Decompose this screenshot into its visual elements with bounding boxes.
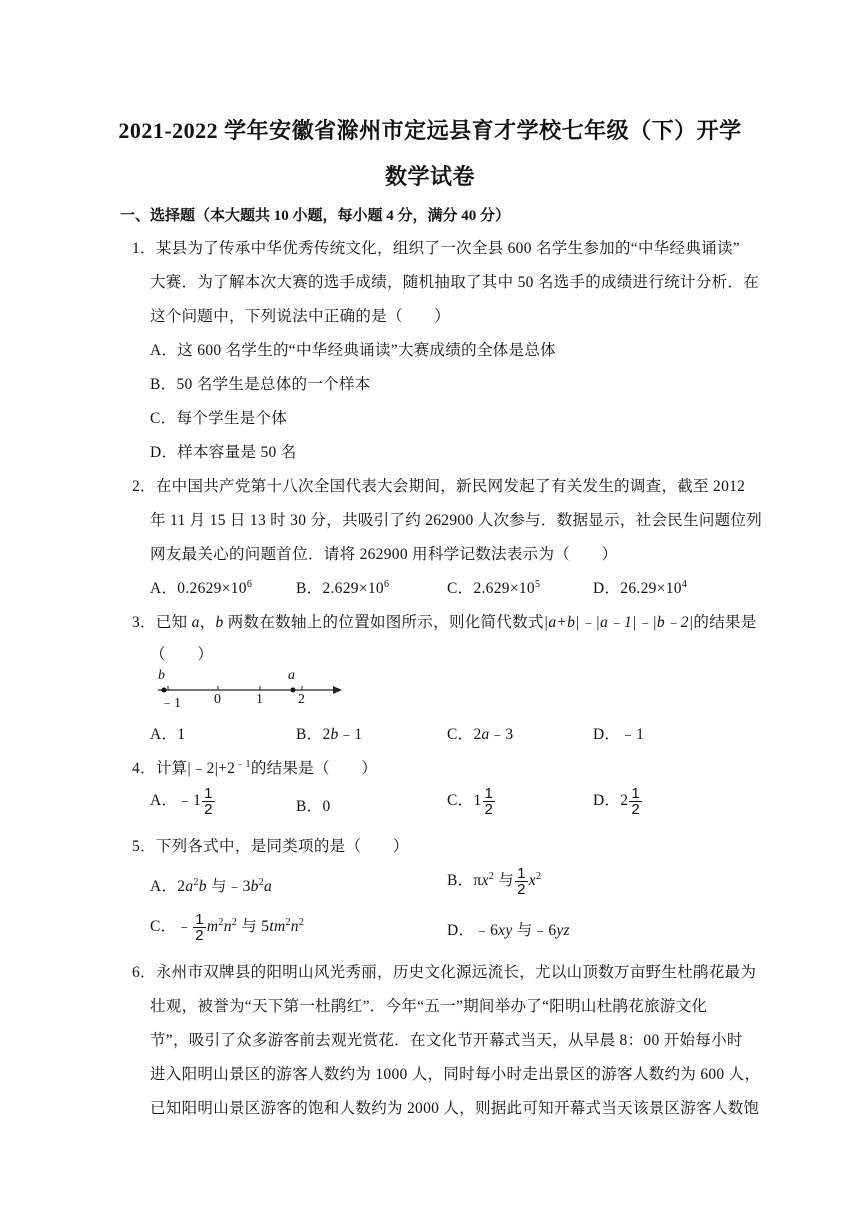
question-text: 节”，吸引了众多游客前去观光赏花．在文化节开幕式当天，从早晨 8：00 开始每小时 — [150, 1032, 743, 1049]
question-text: （ ） — [150, 646, 214, 663]
question-text: 年 11 月 15 日 13 时 30 分，共吸引了约 262900 人次参与．数据显示，社会民生问题位列 — [150, 512, 763, 529]
label-point-b: b — [158, 668, 165, 683]
number-line-arrow — [333, 686, 342, 694]
fraction: $\frac{1}{2}$ — [195, 911, 204, 944]
option-c: C．2a﹣3 — [447, 726, 514, 743]
question-text: 进入阳明山景区的游客人数约为 1000 人，同时每小时走出景区的游客人数约为 600 人， — [150, 1066, 761, 1083]
option-d: D．$26.29\times 10^4$ — [593, 578, 688, 597]
fraction: $\frac{1}{2}$ — [517, 865, 526, 898]
question-text: 已知阳明山景区游客的饱和人数约为 2000 人，则据此可知开幕式当天该景区游客人数饱 — [150, 1100, 760, 1117]
question-text: 4．计算$|﹣2|+2^{﹣1}$的结果是（ ） — [132, 758, 378, 777]
point-a — [291, 688, 296, 693]
question-text: 2．在中国共产党第十八次全国代表大会期间，新民网发起了有关发生的调查，截至 2012 — [132, 478, 746, 495]
tick-label-neg1: ﹣1 — [160, 696, 181, 711]
page-title-line1: 2021-2022 学年安徽省滁州市定远县育才学校七年级（下）开学 — [118, 118, 742, 143]
option-d: D．﹣6xy 与﹣6yz — [447, 922, 570, 939]
option-b: B．2b﹣1 — [296, 726, 363, 743]
question-text: 大赛．为了解本次大赛的选手成绩，随机抽取了其中 50 名选手的成绩进行统计分析．在 — [150, 274, 760, 291]
question-text: 某县为了传承中华优秀传统文化，组织了一次全县 600 名学生参加的“中华经典诵读” — [155, 240, 740, 257]
option-a: A．这 600 名学生的“中华经典诵读”大赛成绩的全体是总体 — [150, 342, 556, 359]
option-d: D．样本容量是 50 名 — [150, 444, 297, 461]
page-title-line2: 数学试卷 — [384, 164, 475, 189]
section-heading: 一、选择题（本大题共 10 小题，每小题 4 分，满分 40 分） — [120, 208, 511, 224]
tick-label-0: 0 — [214, 692, 221, 707]
option-d: D．2 $\frac{1}{2}$ — [593, 785, 640, 818]
option-c: C．1 $\frac{1}{2}$ — [447, 785, 494, 818]
option-b: B．0 — [296, 798, 331, 815]
label-point-a: a — [288, 668, 295, 683]
question-text: 这个问题中，下列说法中正确的是（ ） — [150, 308, 451, 325]
option-c: C．每个学生是个体 — [150, 410, 288, 427]
fraction: $\frac{1}{2}$ — [204, 785, 213, 818]
option-a: A．$2a^2b$ 与$﹣3b^2a$ — [150, 876, 273, 895]
option-b: B．$\pi x^2$ 与 $\frac{1}{2}$ $x^2$ — [447, 865, 542, 898]
fraction: $\frac{1}{2}$ — [484, 785, 494, 818]
option-b: B．50 名学生是总体的一个样本 — [150, 376, 371, 393]
question-text: 3．已知 a，b 两数在数轴上的位置如图所示，则化简代数式|a+b|﹣|a﹣1|﹣|b﹣2|的结果是 — [132, 614, 757, 631]
option-a: A．1 — [150, 726, 186, 743]
number-line-figure — [150, 668, 350, 712]
question-text: 壮观，被誉为“天下第一杜鹃红”．今年“五一”期间举办了“阳明山杜鹃花旅游文化 — [150, 998, 708, 1015]
tick-label-1: 1 — [256, 692, 263, 707]
question-text: 6．永州市双牌县的阳明山风光秀丽，历史文化源远流长，尤以山顶数万亩野生杜鹃花最为 — [132, 964, 757, 981]
question-text: 5．下列各式中，是同类项的是（ ） — [132, 838, 409, 855]
option-a: A．$0.2629\times 10^6$ — [150, 578, 253, 597]
question-text: 网友最关心的问题首位．请将 262900 用科学记数法表示为（ ） — [150, 546, 618, 563]
option-c: C．﹣ $\frac{1}{2}$ $m^2n^2$ 与 $5tm^2n^2$ — [150, 911, 305, 944]
question-number: 1．某县为了传承中华优秀传统文化，组织了一次全县 600 名学生参加的“中华经典诵读” — [132, 240, 740, 257]
option-c: C．$2.629\times 10^5$ — [447, 578, 541, 597]
tick-label-2: 2 — [298, 692, 305, 707]
option-d: D．﹣1 — [593, 726, 645, 743]
option-b: B．$2.629\times 10^6$ — [296, 578, 390, 597]
fraction: $\frac{1}{2}$ — [631, 785, 640, 818]
option-a: A．﹣1 $\frac{1}{2}$ — [150, 785, 213, 818]
